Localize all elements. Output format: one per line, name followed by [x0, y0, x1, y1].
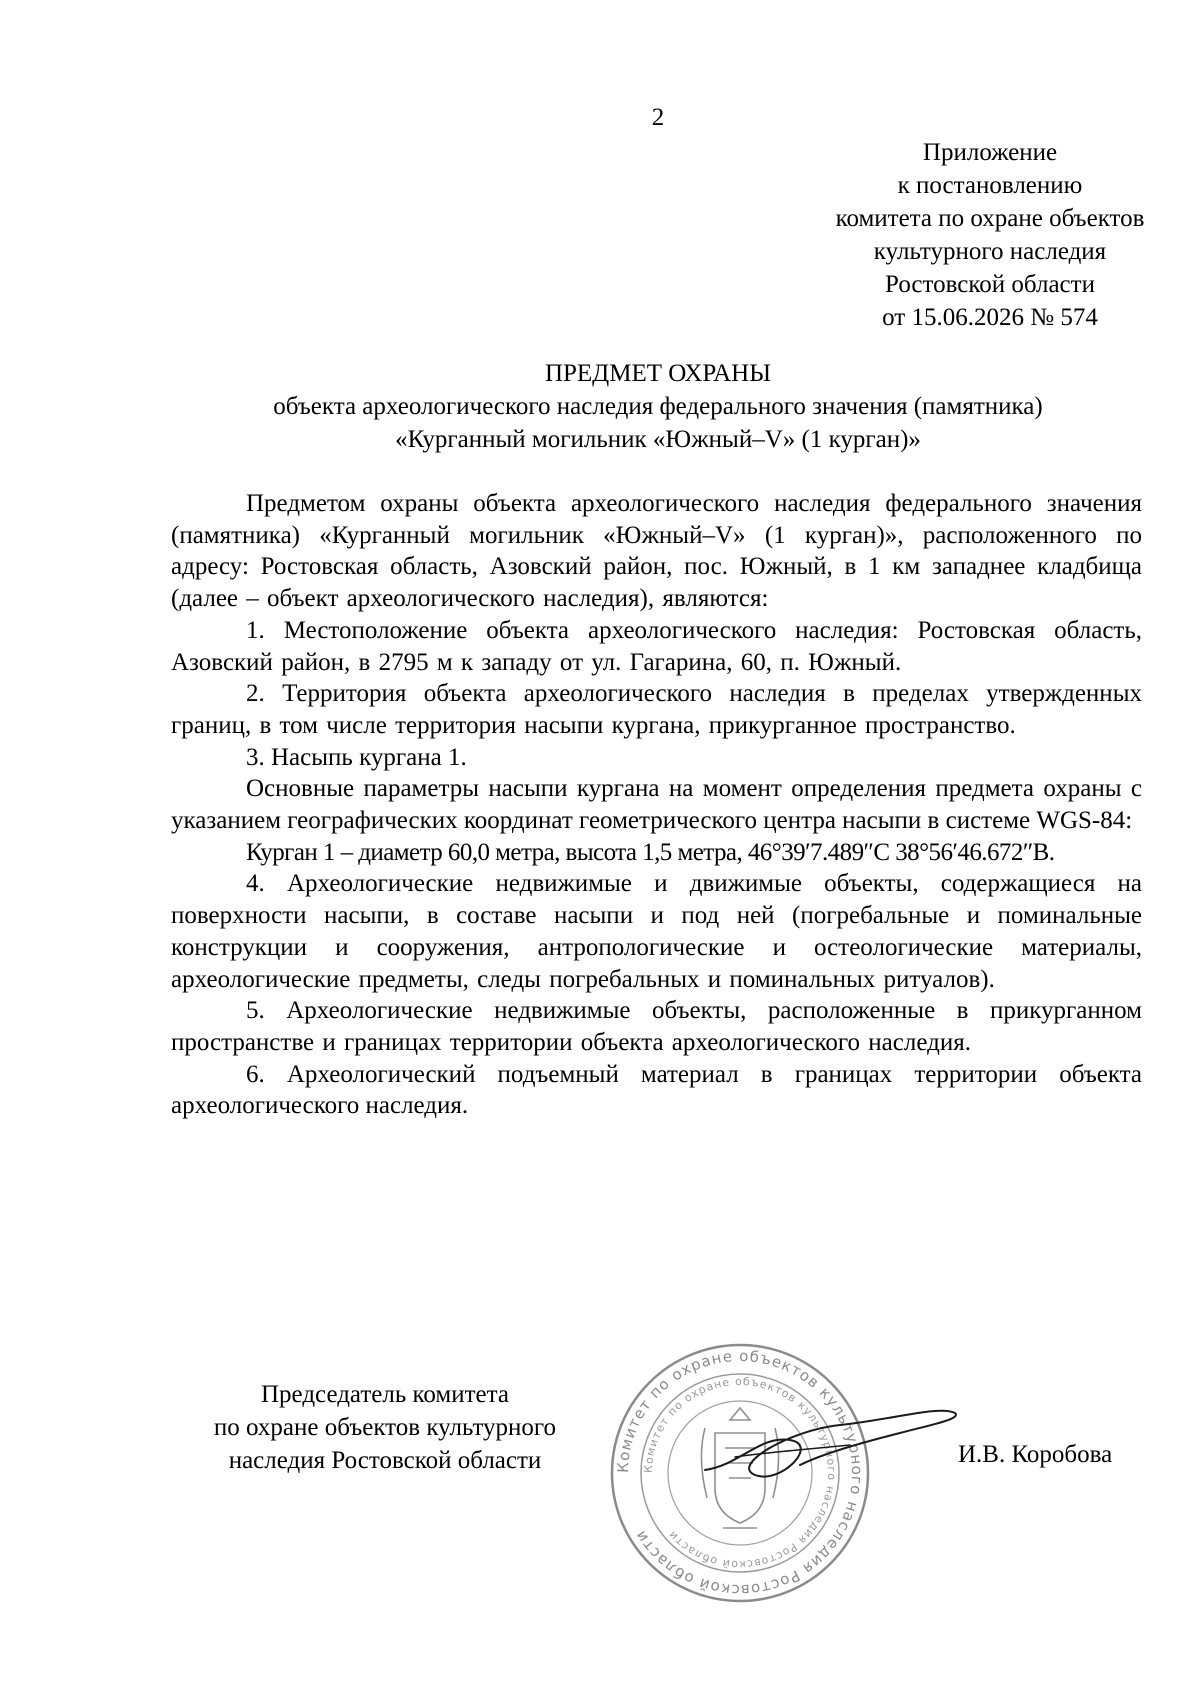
- item-territory: 2. Территория объекта археологического наследия в пределах утвержденных границ, в том числе территория насыпи кургана, прикурганное пространство.: [171, 680, 1142, 739]
- item-surface-material: 6. Археологический подъемный материал в границах территории объекта археологического наследия.: [171, 1060, 1142, 1120]
- document-title: [0, 357, 1200, 456]
- signer-position-line: по охране объектов культурного: [213, 1414, 557, 1441]
- stamp-outer-text: Комитет по охране объектов культурного наследия Ростовской области: [613, 1346, 867, 1600]
- signer-position: [175, 1378, 595, 1477]
- signer-position-line: Председатель комитета: [261, 1381, 509, 1408]
- title-object-name: «Курганный могильник «Южный–V» (1 курган)»: [395, 426, 921, 453]
- appendix-line: культурного наследия: [873, 238, 1107, 265]
- appendix-line: к постановлению: [897, 172, 1083, 199]
- page-number: 2: [651, 104, 665, 131]
- signer-position-line: наследия Ростовской области: [228, 1447, 542, 1474]
- mound-coordinates: Курган 1 – диаметр 60,0 метра, высота 1,5 метра, 46°39′7.489″С 38°56′46.672″В.: [246, 838, 1055, 866]
- appendix-date-number: от 15.06.2026 № 574: [882, 304, 1098, 331]
- item-mound: 3. Насыпь кургана 1.: [246, 743, 467, 771]
- appendix-line: комитета по охране объектов: [835, 205, 1145, 232]
- item-location: 1. Местоположение объекта археологического наследия: Ростовская область, Азовский район, в 2795 м к западу от ул. Гагарина, 60, п. Южный.: [171, 616, 1142, 676]
- intro-paragraph: Предметом охраны объекта археологического наследия федерального значения (памятника) «Курганный могильник «Южный–V» (1 курган)», расположенного по адресу: Ростовская область, Азовский район, пос. Южный, в 1 км западнее кладбища (далее – объект археологического наследия), являются:: [171, 490, 1142, 613]
- item-objects: 4. Археологические недвижимые и движимые объекты, содержащиеся на поверхности насыпи, в составе насыпи и под ней (погребальные и поминальные конструкции и сооружения, антропологические и остеологические материалы, археологические предметы, следы погребальных и поминальных ритуалов).: [171, 870, 1142, 993]
- title-subline: объекта археологического наследия федерального значения (памятника): [273, 393, 1043, 420]
- appendix-line: Ростовской области: [885, 271, 1095, 298]
- appendix-line: Приложение: [922, 139, 1058, 166]
- signer-name: И.В. Коробова: [958, 1441, 1113, 1468]
- title-heading: ПРЕДМЕТ ОХРАНЫ: [544, 360, 772, 387]
- item-immovable-objects: 5. Археологические недвижимые объекты, расположенные в прикурганном пространстве и границах территории объекта археологического наследия.: [171, 997, 1142, 1056]
- appendix-header: [700, 136, 1200, 334]
- stamp-inner-text: Комитет по охране объектов культурного наследия Ростовской области: [641, 1374, 839, 1572]
- document-body: [171, 488, 1142, 1122]
- handwritten-signature: [700, 1395, 960, 1490]
- params-paragraph: Основные параметры насыпи кургана на момент определения предмета охраны с указанием географических координат геометрического центра насыпи в системе WGS-84:: [171, 775, 1142, 835]
